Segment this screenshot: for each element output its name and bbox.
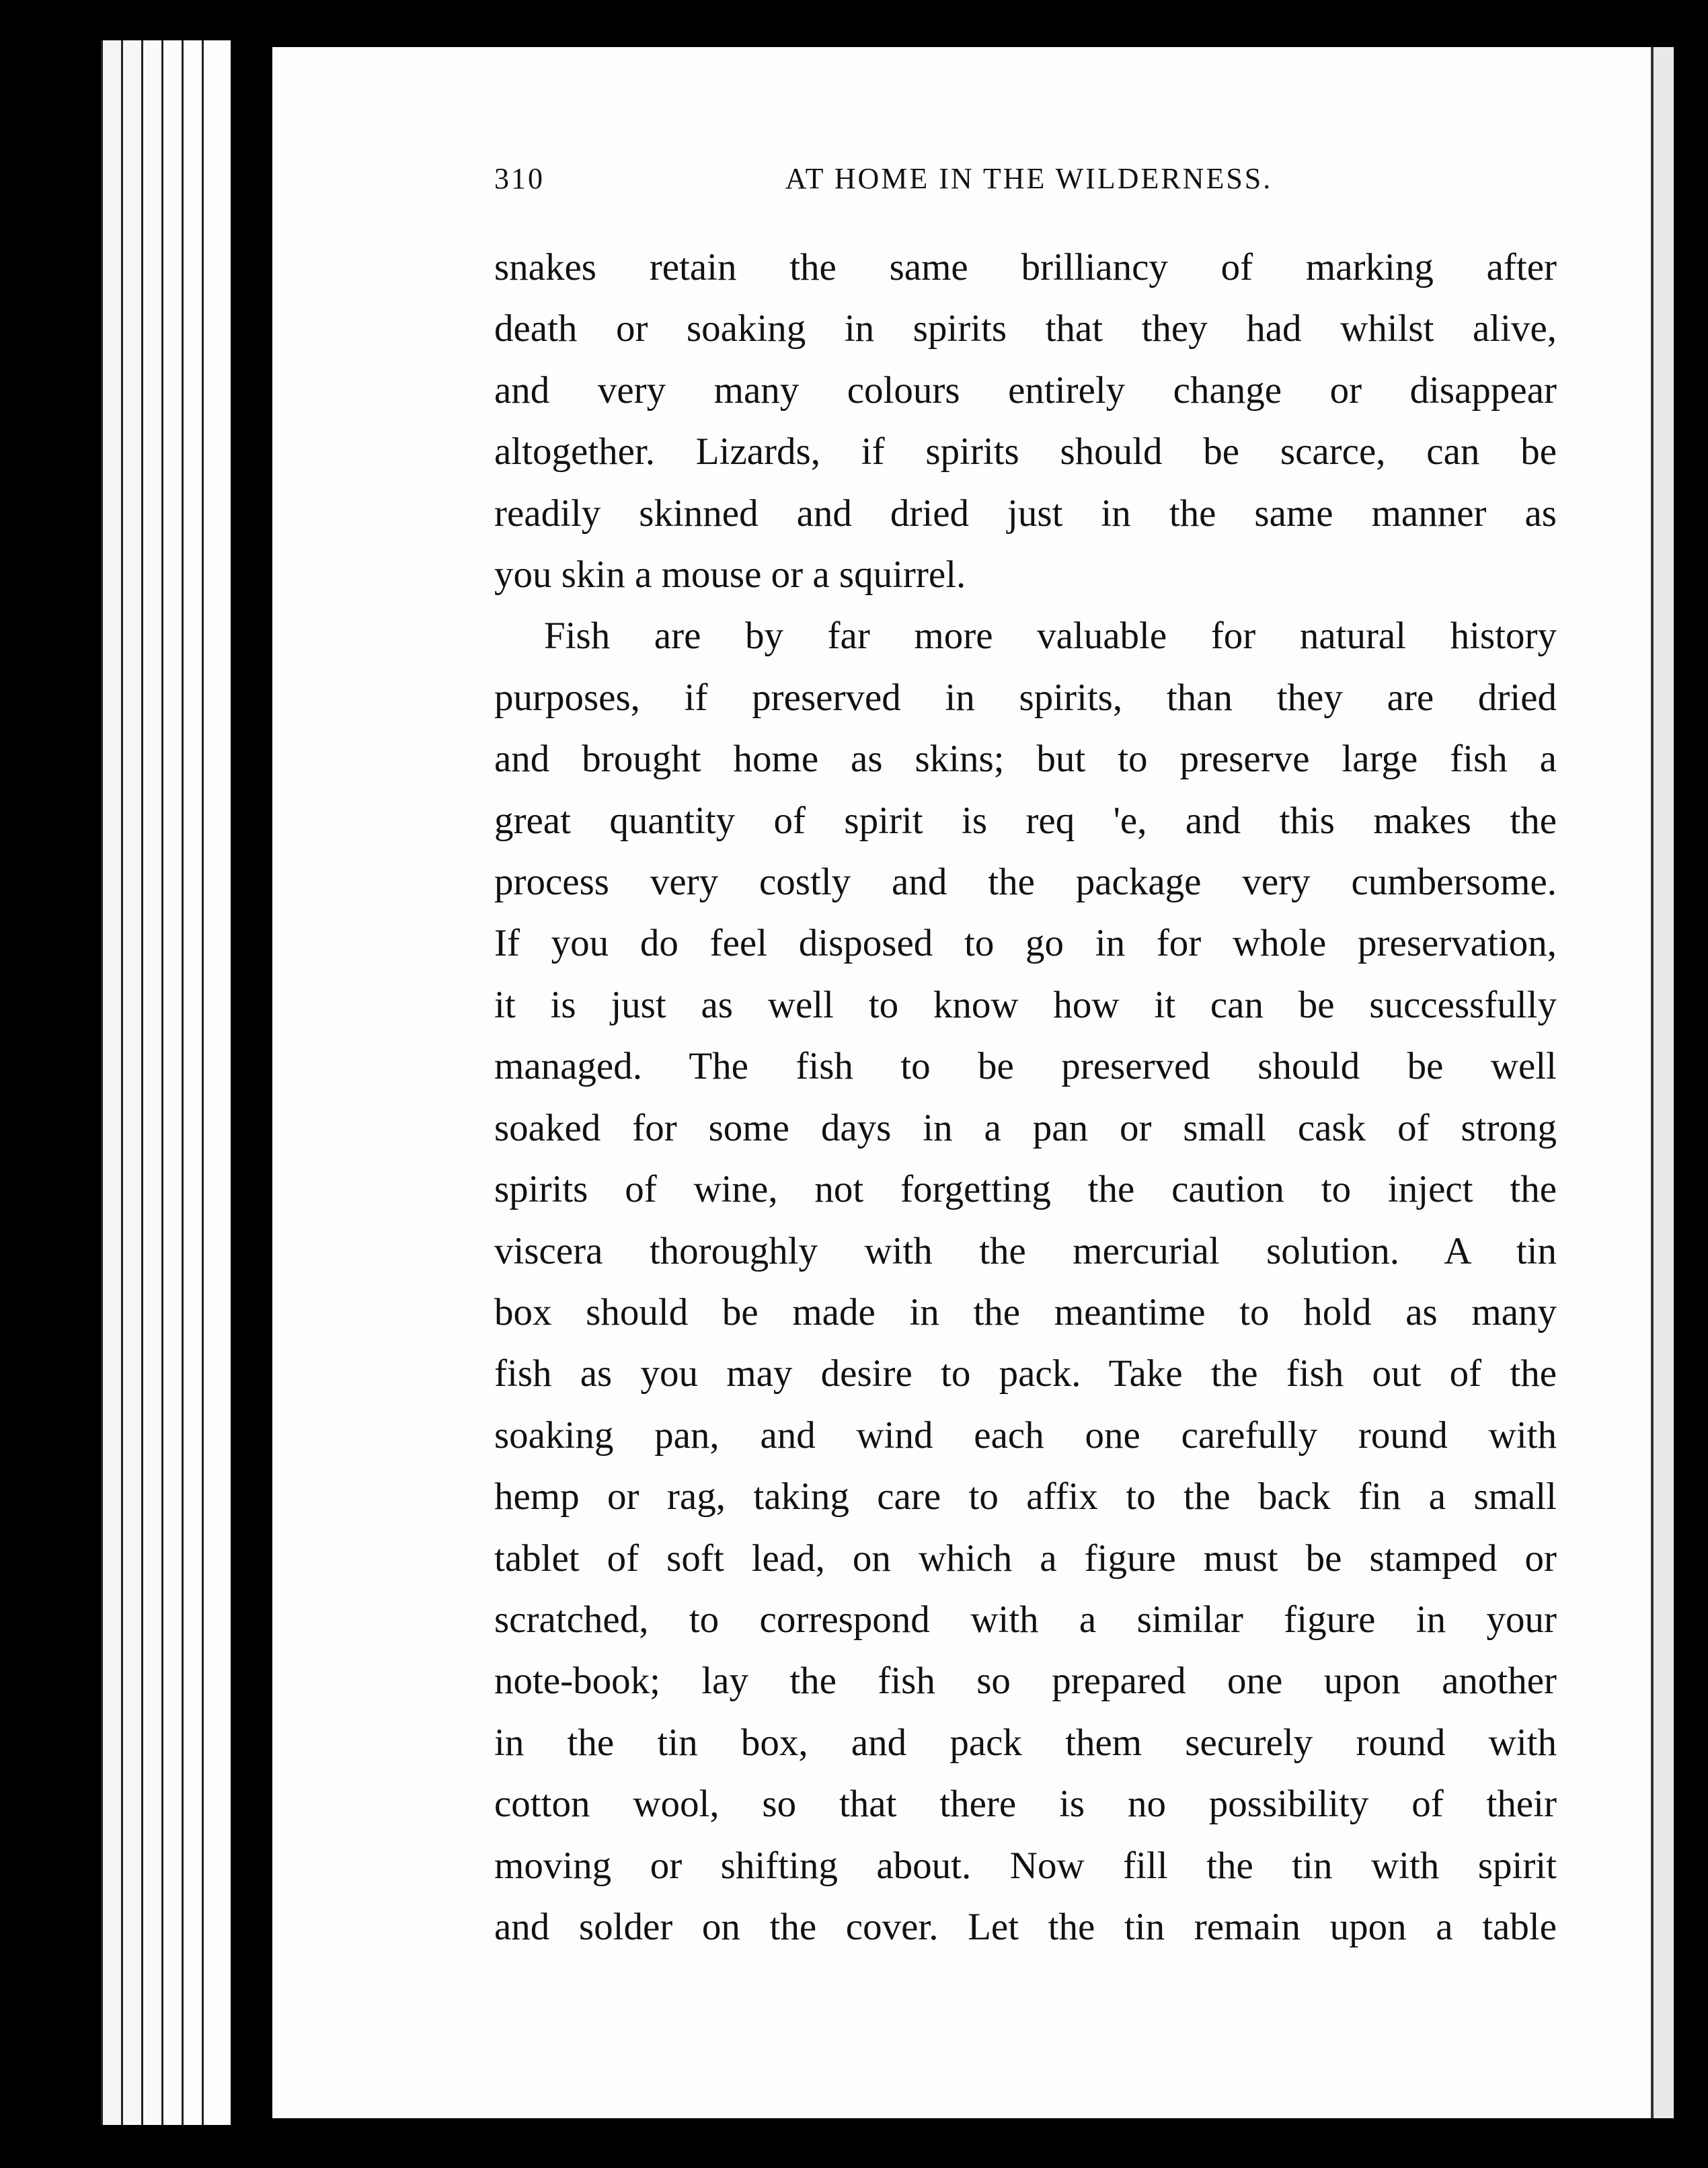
text-line: spirits of wine, not forgetting the caution to inject the bbox=[494, 1168, 1557, 1211]
text-line: death or soaking in spirits that they had whilst alive, bbox=[494, 307, 1557, 350]
text-line: snakes retain the same brilliancy of marking after bbox=[494, 246, 1557, 288]
text-line: note-book; lay the fish so prepared one upon another bbox=[494, 1660, 1557, 1703]
text-line: process very costly and the package very cumbersome. bbox=[494, 861, 1557, 904]
text-line: hemp or rag, taking care to affix to the back fin a small bbox=[494, 1475, 1557, 1518]
text-line: you skin a mouse or a squirrel. bbox=[494, 553, 966, 596]
text-line: it is just as well to know how it can be successfully bbox=[494, 983, 1557, 1026]
text-line: great quantity of spirit is req 'e, and this makes the bbox=[494, 799, 1557, 842]
text-line: purposes, if preserved in spirits, than they are dried bbox=[494, 676, 1557, 719]
text-line: altogether. Lizards, if spirits should be scarce, can be bbox=[494, 430, 1557, 473]
text-line: in the tin box, and pack them securely round with bbox=[494, 1721, 1557, 1764]
text-line: readily skinned and dried just in the same manner as bbox=[494, 492, 1557, 535]
text-line: scratched, to correspond with a similar figure in your bbox=[494, 1598, 1557, 1641]
text-line: and solder on the cover. Let the tin remain upon a table bbox=[494, 1905, 1557, 1948]
text-line: moving or shifting about. Now fill the tin with spirit bbox=[494, 1844, 1557, 1887]
page-edge bbox=[202, 40, 231, 2125]
body-text bbox=[494, 237, 1557, 1958]
text-line: and brought home as skins; but to preserve large fish a bbox=[494, 738, 1557, 781]
page-number: 310 bbox=[494, 162, 545, 195]
text-line: Fish are by far more valuable for natural history bbox=[544, 615, 1557, 658]
text-line: cotton wool, so that there is no possibility of their bbox=[494, 1783, 1557, 1826]
running-title: AT HOME IN THE WILDERNESS. bbox=[785, 162, 1273, 195]
text-line: viscera thoroughly with the mercurial solution. A tin bbox=[494, 1229, 1557, 1272]
text-line: and very many colours entirely change or disappear bbox=[494, 369, 1557, 412]
text-line: fish as you may desire to pack. Take the fish out of the bbox=[494, 1352, 1557, 1395]
text-line: managed. The fish to be preserved should be well bbox=[494, 1045, 1557, 1088]
text-line: soaking pan, and wind each one carefully round with bbox=[494, 1414, 1557, 1457]
text-line: If you do feel disposed to go in for whole preservation, bbox=[494, 922, 1557, 965]
book-page bbox=[272, 47, 1651, 2118]
text-line: soaked for some days in a pan or small cask of strong bbox=[494, 1106, 1557, 1149]
text-line: tablet of soft lead, on which a figure must be stamped or bbox=[494, 1537, 1557, 1580]
right-page-edge bbox=[1651, 47, 1674, 2118]
text-line: box should be made in the meantime to hold as many bbox=[494, 1290, 1557, 1333]
page-header bbox=[494, 161, 1389, 215]
